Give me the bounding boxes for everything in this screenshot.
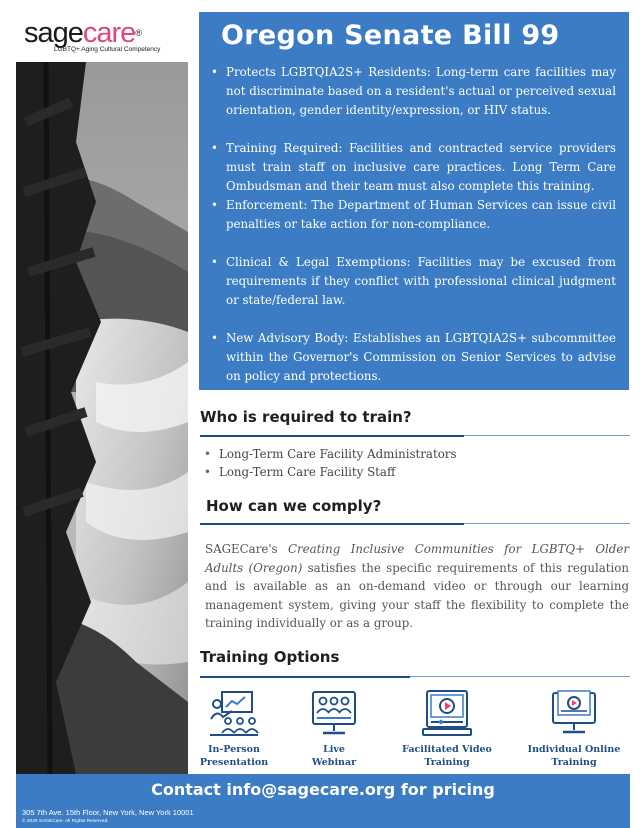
option-label: Live Webinar	[311, 744, 357, 768]
bill-summary-panel	[199, 12, 629, 390]
logo-tagline: LGBTQ+ Aging Cultural Competency	[54, 46, 161, 53]
sagecare-logo	[24, 18, 184, 58]
training-heading: Training Options	[200, 648, 340, 666]
copyright: © 2025 SAGECare. All Rights Reserved.	[22, 819, 109, 824]
who-heading: Who is required to train?	[200, 408, 412, 426]
comply-divider	[200, 523, 464, 525]
who-list	[204, 445, 457, 481]
training-divider-thin	[410, 676, 630, 677]
video-player-icon	[421, 689, 473, 737]
option-label: Facilitated Video Training	[402, 744, 492, 768]
contact-line: Contact info@sagecare.org for pricing	[151, 780, 495, 799]
course-title: Creating Inclusive Communities for LGBTQ+ Older Adults (Oregon)	[205, 542, 629, 575]
comply-heading: How can we comply?	[206, 497, 382, 515]
provision-item: • New Advisory Body: Establishes an LGBTQIA2S+ subcommittee within the Governor's Commission on Senior Services to advise on policy and protections.	[210, 329, 616, 386]
option-label: Individual Online Training	[527, 744, 621, 768]
coastal-forest-photo	[16, 62, 188, 774]
who-divider	[200, 435, 464, 437]
online-computer-icon	[549, 689, 599, 737]
provision-item: • Training Required: Facilities and contracted service providers must train staff on inclusive care practices. Long Term Care Ombudsman and their team must also complete this training.	[210, 139, 616, 196]
webinar-icon	[309, 689, 359, 737]
option-label: In-Person Presentation	[199, 744, 269, 768]
provision-item: • Protects LGBTQIA2S+ Residents: Long-term care facilities may not discriminate based on a resident's actual or perceived sexual orientation, gender identity/expression, or HIV status.	[210, 63, 616, 120]
list-item: • Long-Term Care Facility Staff	[204, 463, 457, 481]
option-webinar	[279, 689, 389, 769]
option-video	[392, 689, 502, 769]
training-divider	[200, 676, 410, 678]
list-item: • Long-Term Care Facility Administrators	[204, 445, 457, 463]
who-divider-thin	[464, 435, 630, 436]
address: 305 7th Ave. 15th Floor, New York, New York 10001	[22, 808, 194, 817]
presentation-icon	[208, 689, 260, 737]
footer-bar	[16, 774, 630, 828]
provision-item: • Clinical & Legal Exemptions: Facilities may be excused from requirements if they conflict with professional clinical judgment or state/federal law.	[210, 253, 616, 310]
page-title: Oregon Senate Bill 99	[221, 20, 560, 51]
option-in-person	[179, 689, 289, 769]
comply-divider-thin	[464, 523, 630, 524]
logo-wordmark: sagecare®	[24, 17, 141, 49]
option-online	[519, 689, 629, 769]
bill-provisions-list	[210, 63, 616, 386]
provision-item: • Enforcement: The Department of Human Services can issue civil penalties or take action for non-compliance.	[210, 196, 616, 234]
comply-paragraph: SAGECare's Creating Inclusive Communities for LGBTQ+ Older Adults (Oregon) satisfies the specific requirements of this regulation and is available as an on-demand video or through our learning management system, giving your staff the flexibility to complete the training individually or as a group.	[205, 542, 629, 631]
